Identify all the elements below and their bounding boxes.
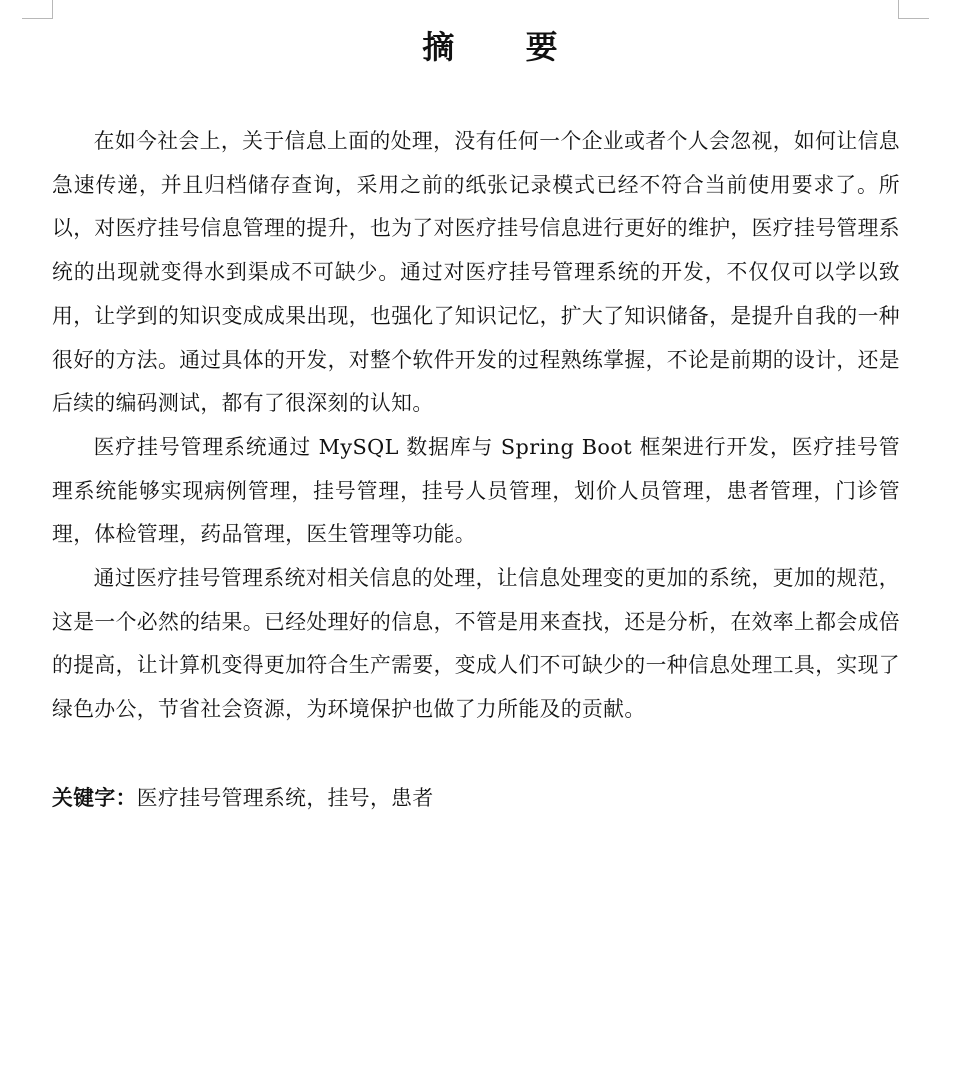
keywords-label: 关键字： [52,786,137,810]
abstract-paragraph-2: 医疗挂号管理系统通过 MySQL 数据库与 Spring Boot 框架进行开发，医疗挂号管理系统能够实现病例管理，挂号管理，挂号人员管理，划价人员管理，患者管理，门诊管理，体检管理，药品管理，医生管理等功能。 [52,434,900,547]
abstract-paragraph-1: 在如今社会上，关于信息上面的处理，没有任何一个企业或者个人会忽视，如何让信息急速传递，并且归档储存查询，采用之前的纸张记录模式已经不符合当前使用要求了。所以，对医疗挂号信息管理的提升，也为了对医疗挂号信息进行更好的维护，医疗挂号管理系统的出现就变得水到渠成不可缺少。通过对医疗挂号管理系统的开发，不仅仅可以学以致用，让学到的知识变成成果出现，也强化了知识记忆，扩大了知识储备，是提升自我的一种很好的方法。通过具体的开发，对整个软件开发的过程熟练掌握，不论是前期的设计，还是后续的编码测试，都有了很深刻的认知。 [52,129,900,416]
keywords-line [52,780,900,816]
crop-mark-top-right [898,0,929,19]
abstract-body [52,120,900,732]
keywords-value: 医疗挂号管理系统，挂号，患者 [136,786,434,810]
page-title: 摘 要 [422,28,588,66]
crop-mark-top-left [22,0,53,19]
abstract-paragraph-3: 通过医疗挂号管理系统对相关信息的处理，让信息处理变的更加的系统，更加的规范，这是一个必然的结果。已经处理好的信息，不管是用来查找，还是分析，在效率上都会成倍的提高，让计算机变得更加符合生产需要，变成人们不可缺少的一种信息处理工具，实现了绿色办公，节省社会资源，为环境保护也做了力所能及的贡献。 [52,566,900,722]
